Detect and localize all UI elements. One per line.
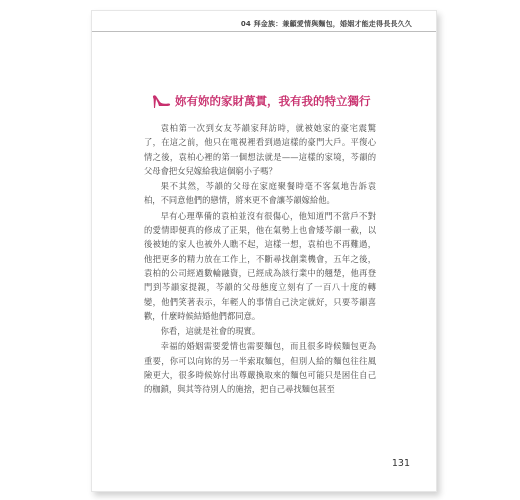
paragraph: 袁柏第一次到女友芩韻家拜訪時，就被她家的豪宅震驚了，在這之前，他只在電視裡看到過這樣的豪門大戶。平復心情之後，袁柏心裡的第一個想法就是——這樣的家境，芩韻的父母會把女兒嫁給我這個窮小子嗎？ xyxy=(144,123,376,176)
page-number: 131 xyxy=(391,458,410,469)
book-page xyxy=(91,10,437,492)
paragraph: 幸福的婚姻需要愛情也需要麵包，而且很多時候麵包更為重要，你可以向妳的另一半索取麵包，但別人給的麵包往往風險更大，很多時候妳付出尊嚴換取來的麵包可能只是困住自己的枷鎖，與其等待別人的施捨，把自己尋找麵包甚至 xyxy=(144,341,376,395)
paragraph: 果不其然，芩韻的父母在家庭聚餐時毫不客氣地告訴袁柏，不同意他們的戀情，將來更不會讓芩韻嫁給他。 xyxy=(144,181,376,206)
body-text xyxy=(144,121,376,398)
paragraph: 早有心理準備的袁柏並沒有很傷心，他知道門不當戶不對的愛情即便真的修成了正果，他在氣勢上也會矮芩韻一截，以後被她的家人也被外人瞧不起，這樣一想，袁柏也不再難過，他把更多的精力放在工作上，不斷尋找創業機會，五年之後，袁柏的公司經過數輪融資，已經成為該行業中的翹楚，他再登門到芩韻家提親，芩韻的父母態度立刻有了一百八十度的轉變，他們笑著表示，年輕人的事情自己決定就好，只要芩韻喜歡，什麼時候結婚他們都同意。 xyxy=(144,210,376,321)
running-header: 04 拜金族：兼顧愛情與麵包，婚姻才能走得長長久久 xyxy=(240,20,412,28)
header-rule xyxy=(92,31,436,32)
paragraph: 你看，這就是社會的現實。 xyxy=(160,326,261,337)
section-heading xyxy=(151,93,371,109)
high-heel-icon xyxy=(151,93,171,109)
section-title: 妳有妳的家財萬貫，我有我的特立獨行 xyxy=(175,94,371,108)
